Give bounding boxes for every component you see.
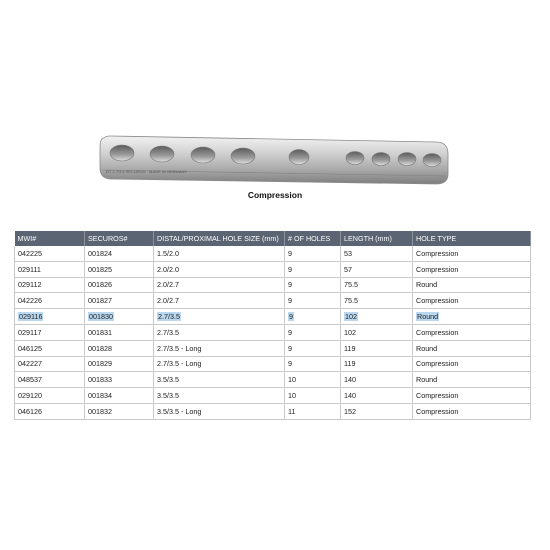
bone-plate-image [96, 124, 452, 186]
column-header-mwi: MWI# [15, 231, 85, 246]
cell-text: Round [416, 280, 438, 290]
cell-text: 9 [288, 359, 292, 369]
cell-text: 10 [288, 375, 296, 385]
column-header-hole-size: DISTAL/PROXIMAL HOLE SIZE (mm) [154, 231, 285, 246]
securos-cell [85, 293, 154, 309]
table-row [15, 309, 531, 325]
mwi-cell [15, 403, 85, 419]
cell-text: 1.5/2.0 [157, 248, 179, 258]
mwi-cell [15, 309, 85, 325]
securos-cell [85, 356, 154, 372]
cell-text: 029117 [18, 327, 42, 337]
table-row [15, 356, 531, 372]
cell-text: 152 [344, 406, 356, 416]
cell-text: 2.0/2.0 [157, 264, 179, 274]
securos-cell [85, 261, 154, 277]
cell-text: Compression [416, 248, 459, 258]
hole-size-cell [154, 324, 285, 340]
mwi-cell [15, 293, 85, 309]
cell-text: 046126 [18, 406, 42, 416]
mwi-cell [15, 261, 85, 277]
cell-text: 9 [288, 280, 292, 290]
securos-cell [85, 340, 154, 356]
hole-size-cell [154, 309, 285, 325]
cell-text: 042226 [18, 296, 42, 306]
num-holes-cell [285, 340, 341, 356]
cell-text: 53 [344, 248, 352, 258]
cell-text: Compression [416, 296, 459, 306]
cell-text: 029112 [18, 280, 42, 290]
cell-text: 2.7/3.5 - Long [157, 343, 202, 353]
hole-size-cell [154, 293, 285, 309]
cell-text: Round [416, 375, 438, 385]
length-cell [341, 309, 413, 325]
image-caption: Compression [247, 190, 303, 200]
cell-text: Compression [416, 359, 459, 369]
cell-text: 001826 [88, 280, 112, 290]
cell-text: Compression [416, 406, 459, 416]
plate-marking: DT 2.7/3.5 SECUROS · MADE IN GERMANY [106, 169, 188, 174]
cell-text: 001828 [88, 343, 112, 353]
mwi-cell [15, 246, 85, 261]
hole-type-cell [413, 261, 531, 277]
table-row [15, 261, 531, 277]
cell-text: 11 [288, 406, 296, 416]
length-cell [341, 277, 413, 293]
cell-text: 001829 [88, 359, 112, 369]
cell-text: 140 [344, 391, 356, 401]
cell-text: 9 [288, 343, 292, 353]
cell-text: 001833 [88, 375, 112, 385]
num-holes-cell [285, 388, 341, 404]
length-cell [341, 356, 413, 372]
length-cell [341, 403, 413, 419]
cell-text: 75.5 [344, 280, 358, 290]
length-cell [341, 246, 413, 261]
cell-text: 9 [288, 248, 292, 258]
hole-size-cell [154, 403, 285, 419]
cell-text: 119 [344, 359, 356, 369]
mwi-cell [15, 372, 85, 388]
hole-type-cell [413, 324, 531, 340]
cell-text: 001832 [88, 406, 112, 416]
hole-type-cell [413, 246, 531, 261]
num-holes-cell [285, 261, 341, 277]
cell-text: 3.5/3.5 [157, 375, 179, 385]
hole-size-cell [154, 340, 285, 356]
cell-text: 029111 [18, 264, 41, 274]
cell-text: 048537 [18, 375, 42, 385]
hole-type-cell [413, 388, 531, 404]
cell-text: 9 [289, 312, 293, 322]
cell-text: 102 [345, 312, 357, 322]
cell-text: 2.0/2.7 [157, 296, 179, 306]
securos-cell [85, 277, 154, 293]
column-header-length: LENGTH (mm) [341, 231, 413, 246]
table-row [15, 277, 531, 293]
cell-text: 001834 [88, 391, 112, 401]
mwi-cell [15, 340, 85, 356]
table-row [15, 403, 531, 419]
hole-type-cell [413, 340, 531, 356]
length-cell [341, 261, 413, 277]
num-holes-cell [285, 403, 341, 419]
cell-text: 102 [344, 327, 356, 337]
securos-cell [85, 309, 154, 325]
cell-text: 001824 [88, 248, 112, 258]
cell-text: Compression [416, 264, 459, 274]
table-row [15, 340, 531, 356]
securos-cell [85, 324, 154, 340]
cell-text: Round [416, 343, 438, 353]
mwi-cell [15, 356, 85, 372]
cell-text: 029120 [18, 391, 42, 401]
cell-text: 140 [344, 375, 356, 385]
length-cell [341, 388, 413, 404]
num-holes-cell [285, 293, 341, 309]
length-cell [341, 324, 413, 340]
cell-text: 029116 [19, 312, 43, 322]
num-holes-cell [285, 309, 341, 325]
cell-text: 2.0/2.7 [157, 280, 179, 290]
hole-size-cell [154, 372, 285, 388]
cell-text: 2.7/3.5 [157, 327, 179, 337]
product-spec-table [14, 231, 531, 420]
num-holes-cell [285, 356, 341, 372]
securos-cell [85, 372, 154, 388]
column-header-securos: SECUROS# [85, 231, 154, 246]
hole-size-cell [154, 356, 285, 372]
column-header-num-holes: # OF HOLES [285, 231, 341, 246]
hole-size-cell [154, 277, 285, 293]
table-row [15, 324, 531, 340]
securos-cell [85, 403, 154, 419]
length-cell [341, 340, 413, 356]
cell-text: 10 [288, 391, 296, 401]
cell-text: 3.5/3.5 [157, 391, 179, 401]
length-cell [341, 372, 413, 388]
securos-cell [85, 388, 154, 404]
hole-type-cell [413, 356, 531, 372]
cell-text: 001825 [88, 264, 112, 274]
cell-text: 9 [288, 327, 292, 337]
hole-size-cell [154, 388, 285, 404]
mwi-cell [15, 388, 85, 404]
cell-text: 119 [344, 343, 356, 353]
cell-text: 046125 [18, 343, 42, 353]
cell-text: 2.7/3.5 [158, 312, 180, 322]
table-row [15, 246, 531, 261]
cell-text: 001827 [88, 296, 112, 306]
hole-size-cell [154, 261, 285, 277]
cell-text: Round [417, 312, 439, 322]
table-row [15, 293, 531, 309]
cell-text: 3.5/3.5 - Long [157, 406, 202, 416]
hole-type-cell [413, 309, 531, 325]
cell-text: 9 [288, 296, 292, 306]
bone-plate-illustration [96, 124, 452, 186]
cell-text: Compression [416, 327, 459, 337]
cell-text: 57 [344, 264, 352, 274]
cell-text: 001830 [89, 312, 113, 322]
hole-size-cell [154, 246, 285, 261]
num-holes-cell [285, 324, 341, 340]
length-cell [341, 293, 413, 309]
num-holes-cell [285, 372, 341, 388]
table-row [15, 388, 531, 404]
securos-cell [85, 246, 154, 261]
mwi-cell [15, 277, 85, 293]
cell-text: 001831 [88, 327, 112, 337]
table-header-row [15, 231, 531, 246]
cell-text: 75.5 [344, 296, 358, 306]
cell-text: 2.7/3.5 - Long [157, 359, 202, 369]
cell-text: 042225 [18, 248, 42, 258]
cell-text: Compression [416, 391, 459, 401]
column-header-hole-type: HOLE TYPE [413, 231, 531, 246]
cell-text: 9 [288, 264, 292, 274]
table-body [15, 246, 531, 419]
cell-text: 042227 [18, 359, 42, 369]
hole-type-cell [413, 277, 531, 293]
hole-type-cell [413, 403, 531, 419]
num-holes-cell [285, 246, 341, 261]
num-holes-cell [285, 277, 341, 293]
hole-type-cell [413, 372, 531, 388]
hole-type-cell [413, 293, 531, 309]
table-row [15, 372, 531, 388]
mwi-cell [15, 324, 85, 340]
